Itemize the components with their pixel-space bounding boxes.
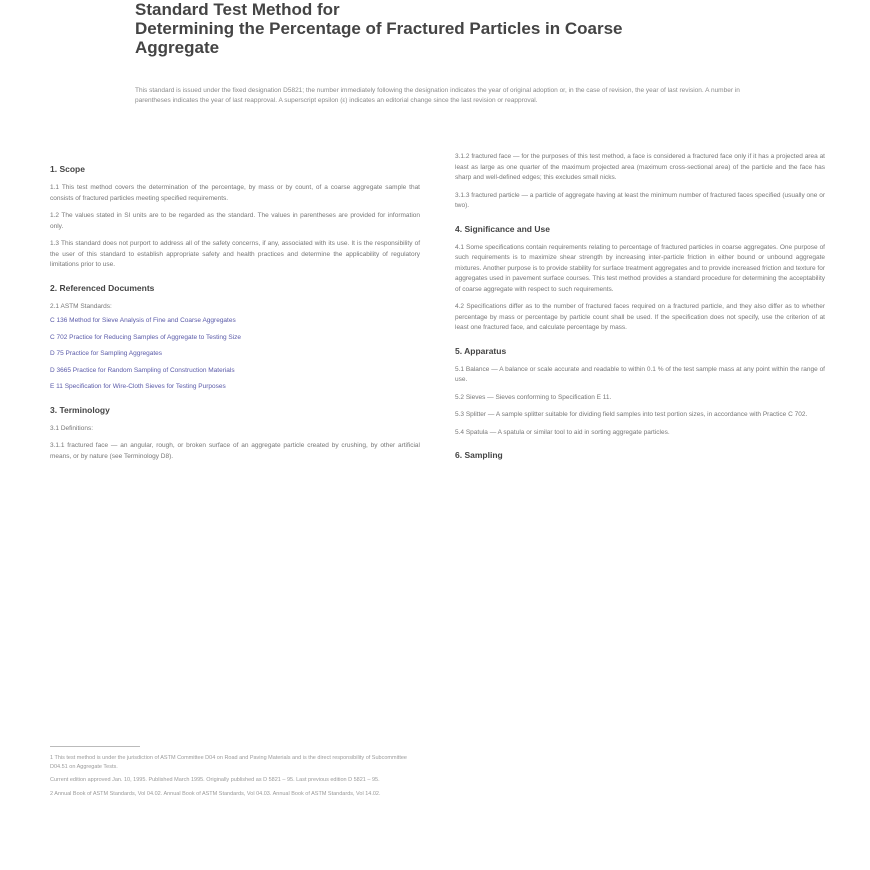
title-line: Aggregate <box>135 38 220 57</box>
left-column <box>50 152 420 469</box>
footnote: Current edition approved Jan. 10, 1995. Published March 1995. Originally published as D 5821 – 95. Last previous edition D 5821 – 95. <box>50 777 380 783</box>
paragraph: 1.2 The values stated in SI units are to be regarded as the standard. The values in parentheses are provided for information only. <box>50 212 420 230</box>
paragraph: 5.1 Balance — A balance or scale accurate and readable to within 0.1 % of the test sample mass at any point within the range of use. <box>455 365 825 383</box>
title-line: Determining the Percentage of Fractured Particles in Coarse <box>135 19 623 38</box>
paragraph: 5.2 Sieves — Sieves conforming to Specification E 11. <box>455 393 612 401</box>
section-heading-scope: 1. Scope <box>50 164 85 174</box>
reference-link[interactable]: D 3665 Practice for Random Sampling of Construction Materials <box>50 366 235 374</box>
section-heading-significance: 4. Significance and Use <box>455 223 550 234</box>
document-title <box>135 0 755 57</box>
reference-link[interactable]: C 136 Method for Sieve Analysis of Fine and Coarse Aggregates <box>50 317 236 324</box>
section-heading-referenced-documents: 2. Referenced Documents <box>50 282 155 293</box>
paragraph: 3.1 Definitions: <box>50 424 93 432</box>
paragraph: 1.3 This standard does not purport to address all of the safety concerns, if any, associated with its use. It is the responsibility of the user of this standard to establish appropriate safety and health practices and determine the applicability of regulatory limitations prior to use. <box>50 240 420 268</box>
footnote-divider <box>50 746 140 747</box>
section-heading-sampling: 6. Sampling <box>455 450 503 460</box>
reference-link[interactable]: D 75 Practice for Sampling Aggregates <box>50 350 163 357</box>
paragraph: 5.3 Splitter — A sample splitter suitable for dividing field samples into test portion sizes, in accordance with Practice C 702. <box>455 411 808 418</box>
paragraph: 3.1.1 fractured face — an angular, rough, or broken surface of an aggregate particle created by crushing, by other artificial means, or by nature (see Terminology D8). <box>50 442 420 460</box>
paragraph: 4.2 Specifications differ as to the number of fractured faces required on a fractured particle, and they also differ as to whether percentage by mass or percentage by particle count shall be used. If the specification does not specify, use the criterion of at least one fractured face, and calculate percentage by mass. <box>455 303 825 331</box>
paragraph: 1.1 This test method covers the determination of the percentage, by mass or by count, of a coarse aggregate sample that consists of fractured particles meeting specified requirements. <box>50 184 420 202</box>
paragraph: 4.1 Some specifications contain requirements relating to percentage of fractured particles in coarse aggregates. One purpose of such requirements is to maximize shear strength by increasing inter-particle friction in either bound or unbound aggregate mixtures. Another purpose is to provide stability for surface treatment aggregates and to provide increased friction and texture for aggregates used in pavement surface courses. This test method provides a standard procedure for determining the acceptability of coarse aggregate with respect to such requirements. <box>455 243 825 293</box>
paragraph: 3.1.2 fractured face — for the purposes of this test method, a face is considered a fractured face only if it has a projected area at least as large as one quarter of the maximum projected area (maximum cross-sectional area) of the particle and the face has sharp and well-defined edges; this excludes small nicks. <box>455 153 825 181</box>
title-line: Standard Test Method for <box>135 0 340 19</box>
footnotes <box>50 754 420 803</box>
reference-subheading: 2.1 ASTM Standards: <box>50 302 112 310</box>
section-heading-terminology: 3. Terminology <box>50 404 110 415</box>
reference-link[interactable]: C 702 Practice for Reducing Samples of Aggregate to Testing Size <box>50 333 242 341</box>
footnote: 1 This test method is under the jurisdiction of ASTM Committee D04 on Road and Paving Materials and is the direct responsibility of Subcommittee D04.51 on Aggregate Tests. <box>50 755 407 770</box>
footnote: 2 Annual Book of ASTM Standards, Vol 04.02. Annual Book of ASTM Standards, Vol 04.03. Annual Book of ASTM Standards, Vol 14.02. <box>50 790 381 797</box>
right-column <box>455 152 825 469</box>
paragraph: 5.4 Spatula — A spatula or similar tool to aid in sorting aggregate particles. <box>455 428 670 436</box>
section-heading-apparatus: 5. Apparatus <box>455 345 507 356</box>
reference-link[interactable]: E 11 Specification for Wire-Cloth Sieves for Testing Purposes <box>50 383 226 390</box>
paragraph: 3.1.3 fractured particle — a particle of aggregate having at least the minimum number of fractured faces specified (usually one or two). <box>455 191 825 209</box>
issuance-note: This standard is issued under the fixed designation D5821; the number immediately following the designation indicates the year of original adoption or, in the case of revision, the year of last revision. A number in parentheses indicates the year of last reapproval. A superscript epsilon (ε) indicates an editorial change since the last revision or reapproval. <box>135 87 740 104</box>
